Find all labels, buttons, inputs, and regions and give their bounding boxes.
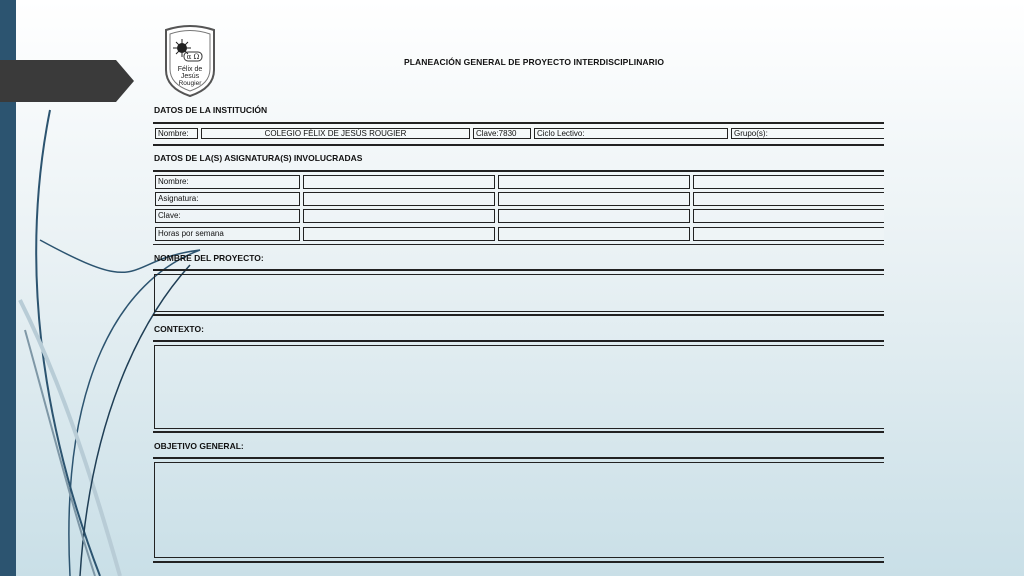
subject-cell[interactable]	[693, 209, 884, 223]
subject-cell[interactable]	[498, 227, 690, 241]
context-heading: CONTEXTO:	[154, 324, 204, 334]
subject-cell[interactable]	[498, 209, 690, 223]
objective-field[interactable]	[154, 462, 884, 558]
subject-row-label: Nombre:	[155, 175, 300, 189]
divider	[153, 431, 884, 433]
svg-text:Félix de: Félix de	[177, 66, 203, 73]
institution-heading: DATOS DE LA INSTITUCIÓN	[154, 105, 268, 115]
subject-cell[interactable]	[303, 175, 495, 189]
subject-cell[interactable]	[498, 175, 690, 189]
project-name-heading: NOMBRE DEL PROYECTO:	[154, 253, 264, 263]
divider	[153, 457, 884, 459]
document-title: PLANEACIÓN GENERAL DE PROYECTO INTERDISCIPLINARIO	[404, 57, 665, 67]
divider	[153, 170, 884, 172]
institution-name-label: Nombre:	[155, 128, 198, 139]
subject-cell[interactable]	[303, 192, 495, 206]
subject-cell[interactable]	[498, 192, 690, 206]
arrow-tab-decoration	[0, 60, 134, 102]
institution-name-field[interactable]: COLEGIO FÉLIX DE JESÚS ROUGIER	[201, 128, 470, 139]
subject-cell[interactable]	[693, 227, 884, 241]
divider	[153, 269, 884, 271]
divider	[153, 561, 884, 563]
divider	[153, 122, 884, 124]
subjects-heading: DATOS DE LA(S) ASIGNATURA(S) INVOLUCRADAS	[154, 153, 363, 163]
context-field[interactable]	[154, 345, 884, 429]
subject-cell[interactable]	[303, 209, 495, 223]
svg-text:Jesús: Jesús	[180, 73, 200, 80]
subject-cell[interactable]	[303, 227, 495, 241]
institution-clave-field[interactable]: Clave:7830	[473, 128, 531, 139]
divider	[153, 314, 884, 316]
subject-row-label: Horas por semana	[155, 227, 300, 241]
grupo-field[interactable]: Grupo(s):	[731, 128, 884, 139]
school-logo	[162, 24, 218, 98]
project-name-field[interactable]	[154, 274, 884, 312]
subject-row-label: Asignatura:	[155, 192, 300, 206]
ciclo-lectivo-field[interactable]: Ciclo Lectivo:	[534, 128, 728, 139]
divider	[153, 144, 884, 146]
divider	[153, 244, 884, 245]
subject-cell[interactable]	[693, 175, 884, 189]
objective-heading: OBJETIVO GENERAL:	[154, 441, 244, 451]
subject-cell[interactable]	[693, 192, 884, 206]
subject-row-label: Clave:	[155, 209, 300, 223]
svg-text:Rougier: Rougier	[178, 80, 202, 87]
svg-text:α Ω: α Ω	[186, 53, 200, 61]
divider	[153, 340, 884, 342]
